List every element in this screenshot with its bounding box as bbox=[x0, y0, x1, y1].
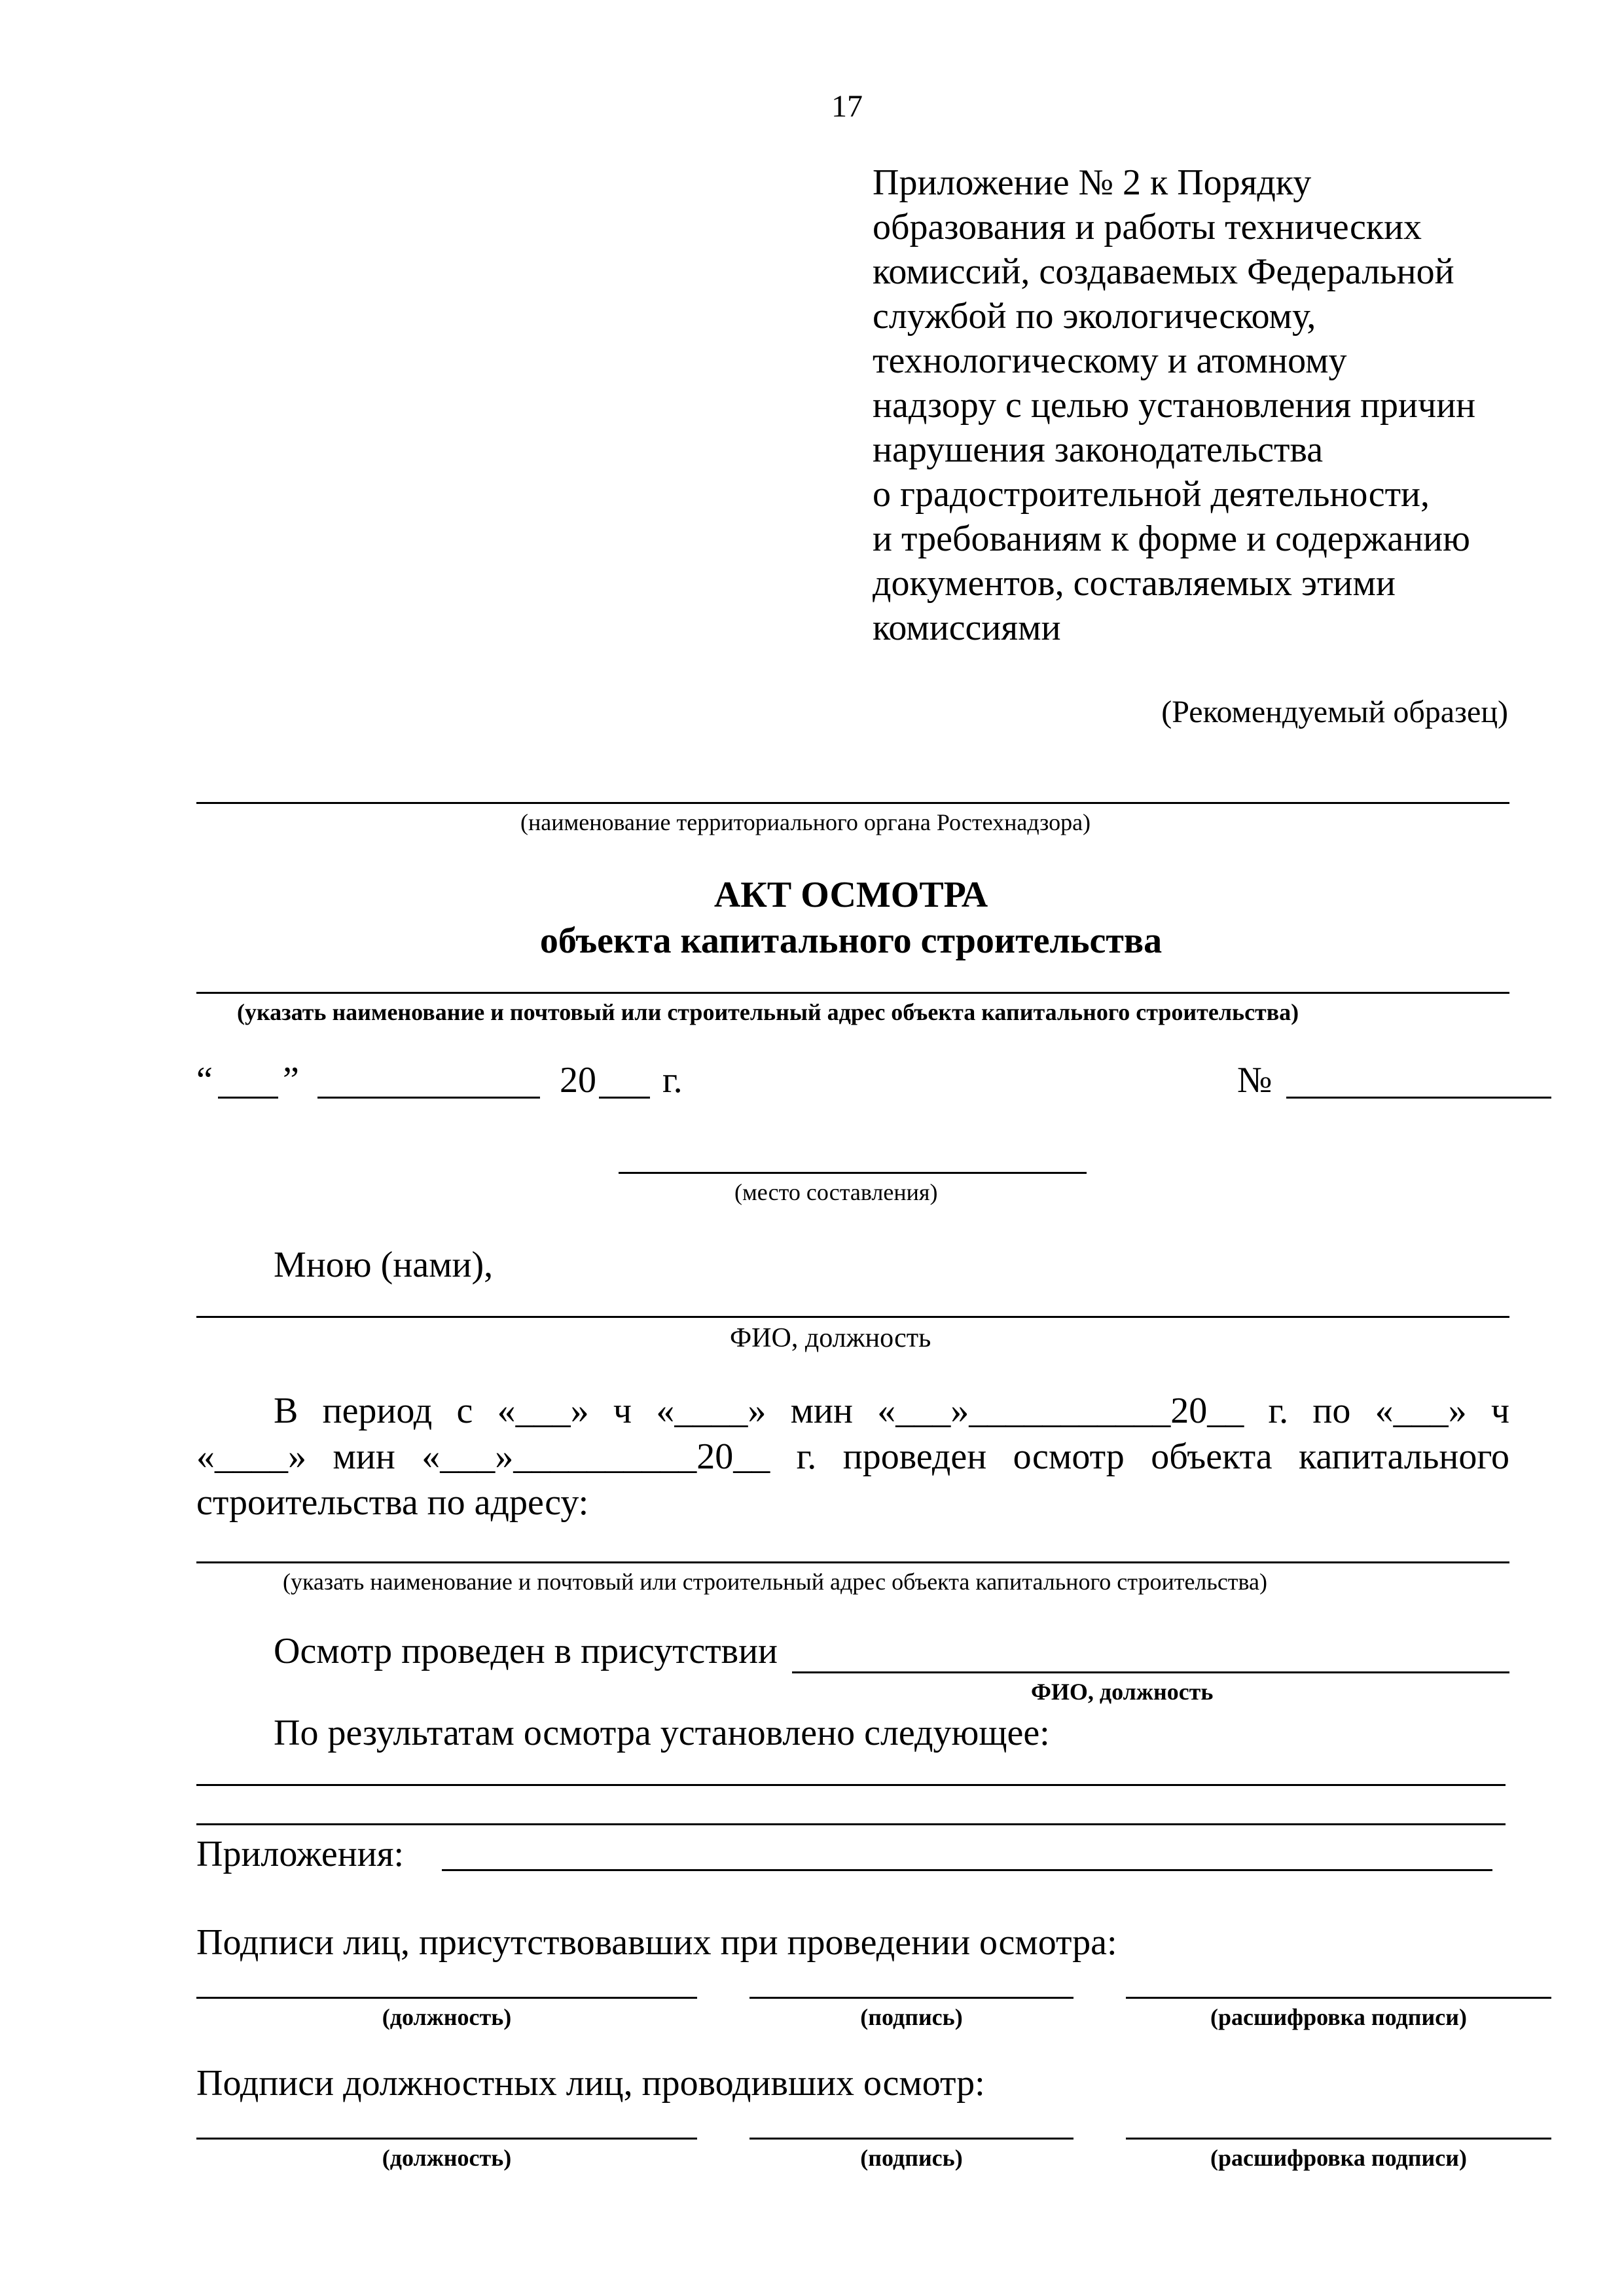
object-address-caption: (указать наименование и почтовый или строительный адрес объекта капитального строительства) bbox=[283, 1569, 1268, 1595]
date-close-quote: ” bbox=[283, 1060, 299, 1101]
results-field-line-2[interactable] bbox=[196, 1823, 1506, 1825]
start-date-field[interactable]: «___»___________20__ bbox=[877, 1391, 1244, 1431]
results-label: По результатам осмотра установлено следующее: bbox=[274, 1713, 1050, 1753]
appendix-header bbox=[873, 160, 1475, 650]
attachments-field[interactable] bbox=[442, 1869, 1492, 1871]
appendix-line: нарушения законодательства bbox=[873, 429, 1324, 470]
period-word: осмотр bbox=[1013, 1436, 1125, 1477]
appendix-line: технологическому и атомному bbox=[873, 340, 1347, 381]
object-address-field[interactable] bbox=[196, 1561, 1509, 1563]
recommended-sample-label: (Рекомендуемый образец) bbox=[1161, 695, 1508, 729]
present-decoding-caption: (расшифровка подписи) bbox=[1210, 2004, 1467, 2030]
period-line-3: строительства по адресу: bbox=[196, 1482, 589, 1523]
official-signature-caption: (подпись) bbox=[860, 2145, 963, 2171]
official-position-caption: (должность) bbox=[382, 2145, 512, 2171]
period-line-1 bbox=[196, 1388, 1509, 1434]
place-field[interactable] bbox=[619, 1172, 1087, 1174]
number-sign: № bbox=[1237, 1060, 1272, 1101]
appendix-line: о градостроительной деятельности, bbox=[873, 474, 1430, 515]
present-decoding-field[interactable] bbox=[1126, 1997, 1551, 1999]
period-word: капитального bbox=[1299, 1436, 1509, 1477]
document-number-field[interactable] bbox=[1286, 1097, 1551, 1099]
inspector-fio-caption: ФИО, должность bbox=[730, 1323, 931, 1353]
appendix-line: документов, составляемых этими bbox=[873, 563, 1396, 604]
object-name-caption: (указать наименование и почтовый или строительный адрес объекта капитального строительства) bbox=[237, 999, 1299, 1025]
appendix-line: Приложение № 2 к Порядку bbox=[873, 162, 1312, 203]
appendix-line: образования и работы технических bbox=[873, 207, 1422, 247]
inspector-fio-field[interactable] bbox=[196, 1316, 1509, 1318]
presence-label: Осмотр проведен в присутствии bbox=[274, 1631, 778, 1671]
date-year-suffix: г. bbox=[662, 1060, 683, 1101]
official-signatures-label: Подписи должностных лиц, проводивших осмотр: bbox=[196, 2063, 985, 2104]
territorial-body-field[interactable] bbox=[196, 802, 1509, 804]
document-subtitle: объекта капитального строительства bbox=[539, 920, 1163, 961]
period-word: по bbox=[1312, 1391, 1351, 1431]
place-caption: (место составления) bbox=[734, 1179, 938, 1205]
official-signature-field[interactable] bbox=[749, 2138, 1074, 2140]
object-name-field[interactable] bbox=[196, 992, 1509, 994]
by-me-label: Мною (нами), bbox=[274, 1245, 494, 1285]
date-open-quote: “ bbox=[196, 1060, 213, 1101]
period-paragraph bbox=[196, 1388, 1509, 1525]
period-word: г. bbox=[796, 1436, 817, 1477]
period-word: г. bbox=[1268, 1391, 1289, 1431]
present-signature-field[interactable] bbox=[749, 1997, 1074, 1999]
presence-caption: ФИО, должность bbox=[1031, 1679, 1214, 1705]
date-year-prefix: 20 bbox=[560, 1060, 596, 1101]
period-word: период bbox=[322, 1391, 433, 1431]
present-position-field[interactable] bbox=[196, 1997, 697, 1999]
present-position-caption: (должность) bbox=[382, 2004, 512, 2030]
appendix-line: комиссиями bbox=[873, 608, 1061, 648]
period-word: В bbox=[274, 1391, 298, 1431]
present-signature-caption: (подпись) bbox=[860, 2004, 963, 2030]
period-word: ч bbox=[1490, 1391, 1509, 1431]
period-word: мин bbox=[790, 1391, 853, 1431]
official-decoding-caption: (расшифровка подписи) bbox=[1210, 2145, 1467, 2171]
date-month-field[interactable] bbox=[317, 1097, 540, 1099]
territorial-body-caption: (наименование территориального органа Ростехнадзора) bbox=[520, 809, 1091, 835]
present-signatures-label: Подписи лиц, присутствовавших при проведении осмотра: bbox=[196, 1922, 1117, 1963]
document-title: АКТ ОСМОТРА bbox=[713, 875, 988, 915]
official-decoding-field[interactable] bbox=[1126, 2138, 1551, 2140]
period-word: ч bbox=[613, 1391, 632, 1431]
date-year-field[interactable] bbox=[599, 1097, 650, 1099]
period-word: мин bbox=[333, 1436, 395, 1477]
appendix-line: службой по экологическому, bbox=[873, 296, 1316, 337]
end-date-field[interactable]: «___»__________20__ bbox=[422, 1436, 770, 1477]
date-day-field[interactable] bbox=[218, 1097, 278, 1099]
end-hour-field[interactable]: «___» bbox=[1375, 1391, 1467, 1431]
period-word: объекта bbox=[1151, 1436, 1272, 1477]
start-hour-field[interactable]: «___» bbox=[497, 1391, 589, 1431]
period-line-2 bbox=[196, 1434, 1509, 1480]
presence-field[interactable] bbox=[792, 1671, 1509, 1673]
page-number: 17 bbox=[831, 89, 863, 124]
appendix-line: надзору с целью установления причин bbox=[873, 385, 1476, 426]
appendix-line: комиссий, создаваемых Федеральной bbox=[873, 251, 1454, 292]
attachments-label: Приложения: bbox=[196, 1834, 405, 1874]
results-field-line-1[interactable] bbox=[196, 1784, 1506, 1786]
start-minute-field[interactable]: «____» bbox=[656, 1391, 767, 1431]
official-position-field[interactable] bbox=[196, 2138, 697, 2140]
appendix-line: и требованиям к форме и содержанию bbox=[873, 519, 1470, 559]
period-word: с bbox=[456, 1391, 473, 1431]
end-minute-field[interactable]: «____» bbox=[196, 1436, 306, 1477]
period-word: проведен bbox=[842, 1436, 987, 1477]
